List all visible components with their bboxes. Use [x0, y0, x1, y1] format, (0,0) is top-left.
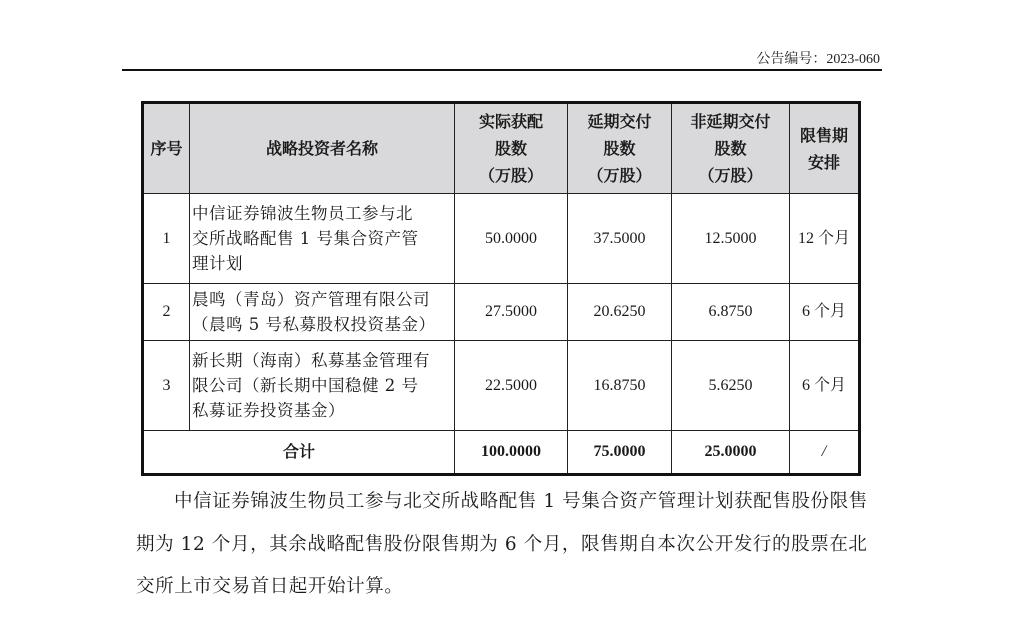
lockup-explanation-paragraph	[136, 481, 886, 609]
total-non-deferred-shares: 25.0000	[672, 431, 790, 475]
table-header-row	[143, 103, 860, 194]
non-deferred-shares: 5.6250	[672, 341, 790, 431]
total-label: 合计	[143, 431, 455, 475]
table-row	[143, 194, 860, 284]
row-no: 2	[143, 284, 190, 341]
lockup-period: 12 个月	[790, 194, 860, 284]
actual-shares: 22.5000	[455, 341, 568, 431]
actual-shares: 50.0000	[455, 194, 568, 284]
investor-name: 中信证券锦波生物员工参与北 交所战略配售 1 号集合资产管 理计划	[190, 194, 455, 284]
header-divider	[122, 69, 882, 71]
col-header-lockup: 限售期 安排	[790, 103, 860, 194]
investor-name: 晨鸣（青岛）资产管理有限公司 （晨鸣 5 号私募股权投资基金）	[190, 284, 455, 341]
strategic-placement-table	[141, 101, 861, 476]
total-actual-shares: 100.0000	[455, 431, 568, 475]
lockup-period: 6 个月	[790, 341, 860, 431]
col-header-deferred-shares: 延期交付 股数 （万股）	[568, 103, 672, 194]
announcement-number: 公告编号：2023-060	[756, 52, 880, 67]
non-deferred-shares: 12.5000	[672, 194, 790, 284]
total-deferred-shares: 75.0000	[568, 431, 672, 475]
table-total-row	[143, 431, 860, 475]
non-deferred-shares: 6.8750	[672, 284, 790, 341]
actual-shares: 27.5000	[455, 284, 568, 341]
row-no: 1	[143, 194, 190, 284]
deferred-shares: 16.8750	[568, 341, 672, 431]
total-lockup: /	[790, 431, 860, 475]
col-header-no: 序号	[143, 103, 190, 194]
paragraph-text: 中信证券锦波生物员工参与北交所战略配售 1 号集合资产管理计划获配售股份限售期为 12 个月，其余战略配售股份限售期为 6 个月，限售期自本次公开发行的股票在北交所上市交易首日起开始计算。	[136, 491, 868, 597]
investor-name: 新长期（海南）私募基金管理有 限公司（新长期中国稳健 2 号 私募证券投资基金）	[190, 341, 455, 431]
table-row	[143, 284, 860, 341]
deferred-shares: 37.5000	[568, 194, 672, 284]
col-header-investor-name: 战略投资者名称	[190, 103, 455, 194]
table-row	[143, 341, 860, 431]
lockup-period: 6 个月	[790, 284, 860, 341]
row-no: 3	[143, 341, 190, 431]
col-header-actual-shares: 实际获配 股数 （万股）	[455, 103, 568, 194]
col-header-non-deferred-shares: 非延期交付 股数 （万股）	[672, 103, 790, 194]
deferred-shares: 20.6250	[568, 284, 672, 341]
